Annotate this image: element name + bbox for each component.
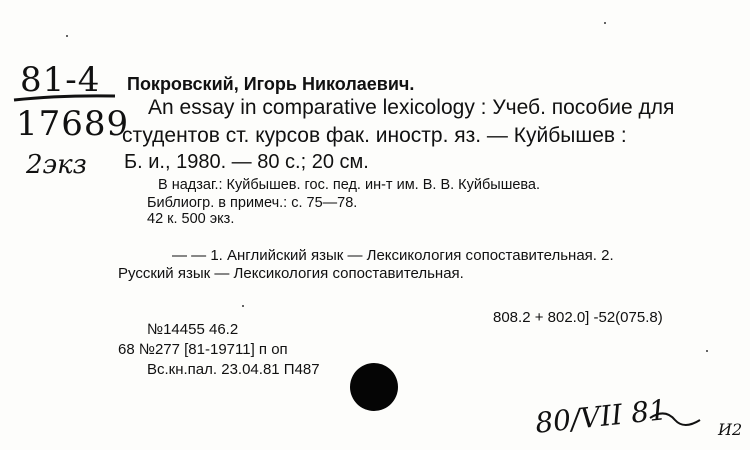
title-line-2: студентов ст. курсов фак. иностр. яз. — Куйбышев :: [122, 124, 627, 147]
shelfmark-note: 2экз: [26, 150, 87, 180]
note-line-3: 42 к. 500 экз.: [147, 211, 235, 227]
record-line-2: 68 №277 [81-19711] п оп: [118, 341, 288, 358]
handwritten-bottom-note: 80/VII 81: [533, 393, 669, 440]
speck: [706, 350, 708, 352]
shelfmark-bottom: 17689: [16, 104, 130, 144]
speck: [66, 35, 68, 37]
record-line-3: Вс.кн.пал. 23.04.81 П487: [147, 361, 320, 378]
handwritten-corner-mark: И2: [718, 420, 743, 439]
title-line-3: Б. и., 1980. — 80 с.; 20 см.: [124, 151, 369, 173]
note-line-1: В надзаг.: Куйбышев. гос. пед. ин-т им. В. В. Куйбышева.: [158, 177, 541, 193]
speck: [242, 305, 244, 307]
record-line-1: №14455 46.2: [147, 321, 239, 338]
shelfmark-top: 81-4: [20, 60, 101, 100]
subjects-line-1: — — 1. Английский язык — Лексикология сопоставительная. 2.: [172, 247, 614, 264]
author-heading: Покровский, Игорь Николаевич.: [127, 74, 415, 94]
subjects-line-2: Русский язык — Лексикология сопоставительная.: [118, 265, 464, 282]
note-line-2: Библиогр. в примеч.: с. 75—78.: [147, 195, 358, 211]
speck: [604, 22, 606, 24]
classification-index: 808.2 + 802.0] -52(075.8): [493, 309, 663, 326]
title-line-1: An essay in comparative lexicology : Учеб. пособие для: [148, 96, 675, 119]
